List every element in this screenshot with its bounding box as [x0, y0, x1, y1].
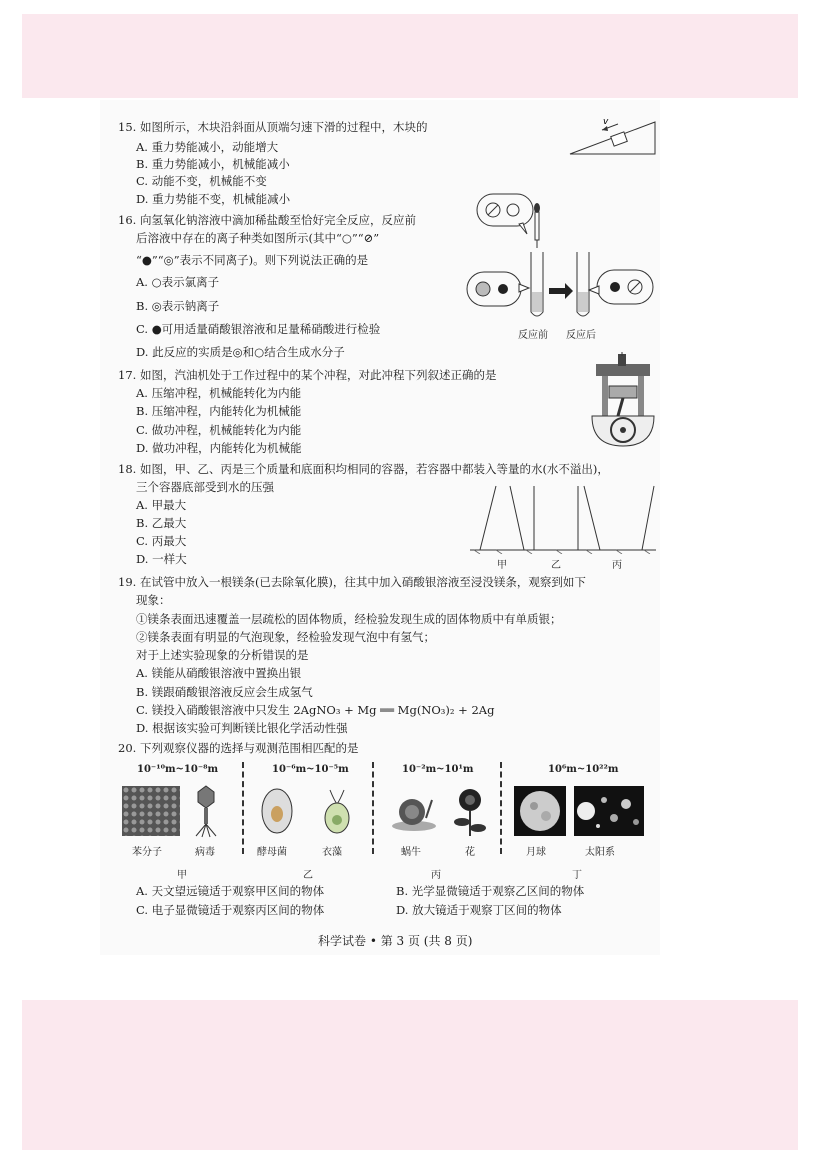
container-yi-label: 乙	[551, 560, 561, 571]
separator-2	[372, 762, 374, 854]
q20-option-d: D. 放大镜适于观察丁区间的物体	[396, 903, 562, 917]
ion-reaction-diagram	[463, 188, 663, 328]
item-flower: 花	[465, 847, 475, 858]
q15-stem: 15. 如图所示，木块沿斜面从顶端匀速下滑的过程中，木块的	[118, 120, 428, 134]
item-chlamydomonas: 衣藻	[322, 847, 342, 858]
item-virus: 病毒	[195, 847, 215, 858]
item-benzene: 苯分子	[132, 847, 162, 858]
chlamydomonas-image	[320, 786, 354, 836]
q15-option-a: A. 重力势能减小，动能增大	[136, 140, 279, 154]
moon-image	[514, 786, 566, 836]
group-yi: 乙	[303, 870, 313, 881]
q18-option-c: C. 丙最大	[136, 534, 187, 548]
q19-stem-1: 19. 在试管中放入一根镁条(已去除氧化膜)，往其中加入硝酸银溶液至浸没镁条，观察到如下	[118, 575, 586, 589]
range-yi: 10⁻⁶m~10⁻⁵m	[272, 764, 349, 775]
q15-option-b: B. 重力势能减小，机械能减小	[136, 157, 290, 171]
range-bing: 10⁻²m~10¹m	[402, 764, 474, 775]
group-jia: 甲	[177, 870, 187, 881]
q18-option-d: D. 一样大	[136, 552, 187, 566]
container-bing-label: 丙	[612, 560, 622, 571]
range-jia: 10⁻¹⁰m~10⁻⁸m	[137, 764, 219, 775]
q18-option-a: A. 甲最大	[136, 498, 187, 512]
solar-system-image	[574, 786, 644, 836]
q20-option-c: C. 电子显微镜适于观察丙区间的物体	[136, 903, 325, 917]
q15-option-c: C. 动能不变，机械能不变	[136, 174, 267, 188]
q17-option-c: C. 做功冲程，机械能转化为内能	[136, 423, 302, 437]
bottom-margin-band	[22, 1000, 798, 1150]
yeast-image	[260, 786, 294, 836]
item-moon: 月球	[526, 847, 546, 858]
q15-option-d: D. 重力势能不变，机械能减小	[136, 192, 291, 206]
q17-stem: 17. 如图，汽油机处于工作过程中的某个冲程，对此冲程下列叙述正确的是	[118, 368, 497, 382]
separator-1	[242, 762, 244, 854]
snail-image	[388, 790, 438, 834]
containers-diagram	[466, 484, 660, 554]
top-margin-band	[22, 14, 798, 98]
before-reaction-label: 反应前	[518, 330, 548, 341]
q19-observation-2: ②镁条表面有明显的气泡现象，经检验发现气泡中有氢气；	[136, 630, 435, 644]
range-ding: 10⁶m~10²²m	[548, 764, 619, 775]
incline-diagram	[560, 118, 660, 158]
q19-option-b: B. 镁跟硝酸银溶液反应会生成氢气	[136, 685, 313, 699]
q19-option-d: D. 根据该实验可判断镁比银化学活动性强	[136, 721, 348, 735]
q19-option-c: C. 镁投入硝酸银溶液中只发生 2AgNO₃ + Mg ══ Mg(NO₃)₂ + 2Ag	[136, 703, 495, 717]
virus-image	[194, 784, 218, 838]
flower-image	[452, 786, 488, 836]
q18-option-b: B. 乙最大	[136, 516, 187, 530]
q16-stem-2: 后溶液中存在的离子种类如图所示(其中“○”“⊘”	[136, 231, 380, 245]
q16-option-a: A. ○表示氯离子	[136, 275, 220, 289]
page-footer: 科学试卷 • 第 3 页 (共 8 页)	[318, 934, 473, 948]
q16-option-c: C. ●可用适量硝酸银溶液和足量稀硝酸进行检验	[136, 322, 381, 336]
benzene-image	[122, 786, 180, 836]
group-bing: 丙	[431, 870, 441, 881]
q19-option-a: A. 镁能从硝酸银溶液中置换出银	[136, 666, 302, 680]
q17-option-b: B. 压缩冲程，内能转化为机械能	[136, 404, 302, 418]
q16-option-b: B. ◎表示钠离子	[136, 299, 220, 313]
separator-3	[500, 762, 502, 854]
after-reaction-label: 反应后	[566, 330, 596, 341]
q16-stem-1: 16. 向氢氧化钠溶液中滴加稀盐酸至恰好完全反应，反应前	[118, 213, 416, 227]
item-snail: 蜗牛	[401, 847, 421, 858]
item-solar-system: 太阳系	[585, 847, 615, 858]
q18-stem-1: 18. 如图，甲、乙、丙是三个质量和底面积均相同的容器，若容器中都装入等量的水(水不溢出)，	[118, 462, 609, 476]
engine-diagram	[584, 350, 662, 450]
velocity-label: v	[603, 118, 609, 127]
q18-stem-2: 三个容器底部受到水的压强	[136, 480, 274, 494]
group-ding: 丁	[572, 870, 582, 881]
q19-question: 对于上述实验现象的分析错误的是	[136, 648, 309, 662]
q20-option-b: B. 光学显微镜适于观察乙区间的物体	[396, 884, 585, 898]
q16-stem-3: “●”“◎”表示不同离子)。则下列说法正确的是	[136, 253, 369, 267]
q19-stem-2: 现象：	[136, 593, 171, 607]
container-jia-label: 甲	[497, 560, 507, 571]
q20-stem: 20. 下列观察仪器的选择与观测范围相匹配的是	[118, 741, 359, 755]
q19-observation-1: ①镁条表面迅速覆盖一层疏松的固体物质，经检验发现生成的固体物质中有单质银；	[136, 612, 562, 626]
q20-option-a: A. 天文望远镜适于观察甲区间的物体	[136, 884, 325, 898]
item-yeast: 酵母菌	[257, 847, 287, 858]
q17-option-a: A. 压缩冲程，机械能转化为内能	[136, 386, 302, 400]
q17-option-d: D. 做功冲程，内能转化为机械能	[136, 441, 302, 455]
q16-option-d: D. 此反应的实质是◎和○结合生成水分子	[136, 345, 345, 359]
